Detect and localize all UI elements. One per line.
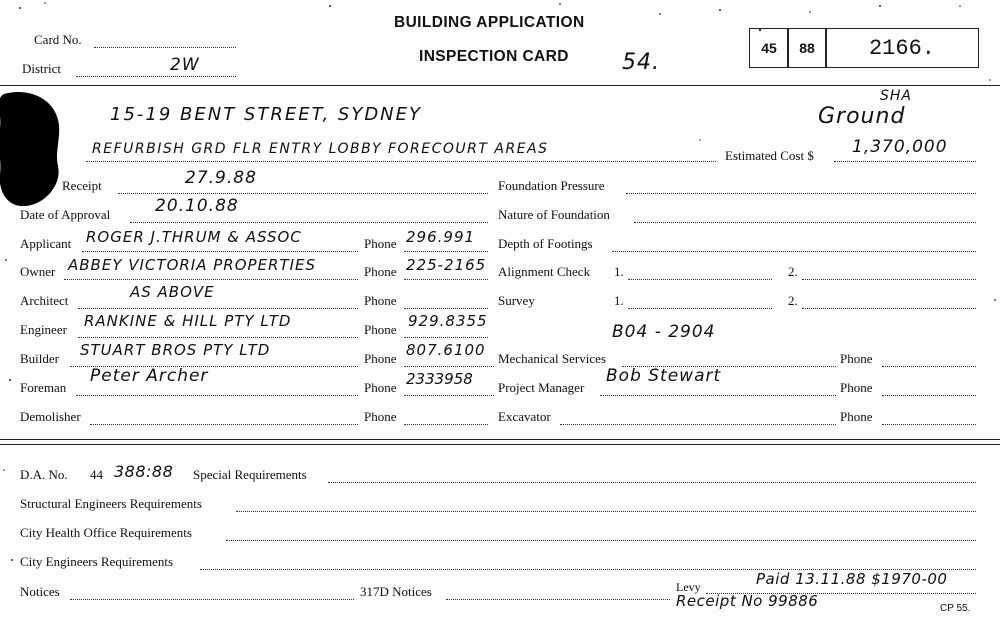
party-line <box>90 424 358 425</box>
phone-label: Phone <box>364 293 397 308</box>
party-label: Owner <box>20 264 56 279</box>
depth-footings-label: Depth of Footings <box>498 236 593 251</box>
notices-label: Notices <box>20 584 60 599</box>
project-manager-line <box>600 395 836 396</box>
receipt-value: 27.9.88 <box>185 168 257 188</box>
phone-value: 225-2165 <box>406 256 487 274</box>
alignment-check-label: Alignment Check <box>498 264 591 279</box>
card-title-line1: BUILDING APPLICATION <box>394 14 585 31</box>
project-manager-label: Project Manager <box>498 380 585 395</box>
card-number-box: 2166. <box>825 28 979 68</box>
phone-label: Phone <box>364 351 397 366</box>
margin-note-bottom: Ground <box>818 104 906 129</box>
da-value: 388:88 <box>114 462 174 481</box>
party-value: AS ABOVE <box>130 283 215 301</box>
section-divider-1 <box>0 439 1000 440</box>
party-label: Applicant <box>20 236 72 251</box>
foundation-pressure-label: Foundation Pressure <box>498 178 605 193</box>
mechanical-phone-label: Phone <box>840 351 873 366</box>
phone-label: Phone <box>364 264 397 279</box>
survey-label: Survey <box>498 293 535 308</box>
section-divider-2 <box>0 444 1000 445</box>
margin-note-top: SHA <box>880 88 912 104</box>
site-address: 15-19 BENT STREET, SYDNEY <box>110 104 423 125</box>
phone-value: 807.6100 <box>406 341 486 359</box>
structural-req-label: Structural Engineers Requirements <box>20 496 202 511</box>
district-value: 2W <box>170 55 200 75</box>
approval-value: 20.10.88 <box>155 196 239 216</box>
box-cell-2: 88 <box>787 28 827 68</box>
party-value: RANKINE & HILL PTY LTD <box>84 312 292 330</box>
foundation-pressure-line <box>626 193 976 194</box>
party-line <box>78 308 358 309</box>
party-value: ABBEY VICTORIA PROPERTIES <box>68 256 317 274</box>
card-title-line2: INSPECTION CARD <box>419 48 569 65</box>
alignment-line1 <box>628 279 772 280</box>
box-cell-1: 45 <box>749 28 789 68</box>
survey-line2 <box>802 308 976 309</box>
phone-label: Phone <box>364 322 397 337</box>
mechanical-label: Mechanical Services <box>498 351 606 366</box>
phone-value: 2333958 <box>406 370 473 388</box>
health-req-line <box>226 540 976 541</box>
party-line <box>78 337 358 338</box>
district-line <box>76 76 236 77</box>
handwritten-number: 54. <box>622 50 660 75</box>
receipt-note: Receipt No 99886 <box>676 592 819 610</box>
excavator-phone-line <box>882 424 976 425</box>
pm-phone-label: Phone <box>840 380 873 395</box>
da-prefix: 44 <box>90 467 103 482</box>
party-value: Peter Archer <box>90 366 209 386</box>
party-label: Engineer <box>20 322 67 337</box>
phone-line <box>404 424 488 425</box>
card-no-line <box>94 47 236 48</box>
engineers-req-label: City Engineers Requirements <box>20 554 174 569</box>
phone-value: 929.8355 <box>408 312 488 330</box>
party-label: Foreman <box>20 380 67 395</box>
approval-label: Date of Approval <box>20 207 111 222</box>
levy-value: Paid 13.11.88 $1970-00 <box>756 570 948 588</box>
notices-317d-label: 317D Notices <box>360 584 432 599</box>
levy-label: Levy <box>676 580 701 594</box>
party-value: ROGER J.THRUM & ASSOC <box>86 228 302 246</box>
excavator-label: Excavator <box>498 409 551 424</box>
phone-line <box>404 395 494 396</box>
estimated-cost-value: 1,370,000 <box>852 137 948 157</box>
nature-foundation-line <box>634 222 976 223</box>
phone-line <box>404 251 488 252</box>
party-label: Builder <box>20 351 59 366</box>
header-divider <box>0 85 1000 86</box>
health-req-label: City Health Office Requirements <box>20 525 192 540</box>
da-label: D.A. No. <box>20 467 68 482</box>
phone-line <box>404 366 494 367</box>
party-label: Architect <box>20 293 69 308</box>
phone-line <box>404 337 488 338</box>
notices-317d-line <box>446 599 670 600</box>
card-no-label: Card No. <box>34 32 82 47</box>
party-line <box>76 395 358 396</box>
structural-req-line <box>236 511 976 512</box>
phone-label: Phone <box>364 409 397 424</box>
phone-line <box>404 308 488 309</box>
special-req-label: Special Requirements <box>193 467 307 482</box>
survey-num2: 2. <box>788 293 798 308</box>
estimated-cost-line <box>834 161 976 162</box>
phone-value: 296.991 <box>406 228 476 246</box>
excavator-phone-label: Phone <box>840 409 873 424</box>
alignment-num1: 1. <box>614 264 624 279</box>
receipt-label: Receipt <box>62 178 102 193</box>
approval-line <box>130 222 488 223</box>
party-line <box>82 251 358 252</box>
survey-num1: 1. <box>614 293 624 308</box>
description-line <box>86 161 716 162</box>
nature-foundation-label: Nature of Foundation <box>498 207 610 222</box>
notices-line <box>70 599 354 600</box>
special-req-line <box>328 482 976 483</box>
pm-phone-line <box>882 395 976 396</box>
alignment-line2 <box>802 279 976 280</box>
depth-footings-line <box>612 251 976 252</box>
receipt-line <box>118 193 488 194</box>
excavator-line <box>560 424 836 425</box>
phone-line <box>404 279 488 280</box>
party-line <box>64 279 358 280</box>
ink-blot <box>0 88 66 208</box>
alignment-num2: 2. <box>788 264 798 279</box>
party-label: Demolisher <box>20 409 81 424</box>
phone-label: Phone <box>364 380 397 395</box>
work-description: REFURBISH GRD FLR ENTRY LOBBY FORECOURT AREAS <box>92 141 549 157</box>
project-manager-value: Bob Stewart <box>606 366 722 386</box>
survey-line1 <box>628 308 772 309</box>
party-value: STUART BROS PTY LTD <box>80 341 271 359</box>
mechanical-value: B04 - 2904 <box>612 322 716 342</box>
form-code: CP 55. <box>940 603 971 614</box>
district-label: District <box>22 61 61 76</box>
phone-label: Phone <box>364 236 397 251</box>
mechanical-phone-line <box>882 366 976 367</box>
estimated-cost-label: Estimated Cost $ <box>725 148 814 163</box>
